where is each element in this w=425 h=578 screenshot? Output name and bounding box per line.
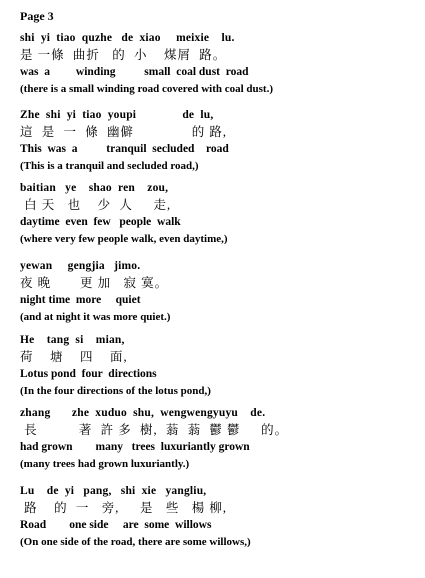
pinyin-line: Lu de yi pang, shi xie yangliu, [20, 485, 207, 497]
gloss-line: was a winding small coal dust road [20, 66, 249, 78]
pinyin-line: He tang si mian, [20, 334, 125, 346]
stanza-6 [20, 405, 420, 473]
gloss-line: Road one side are some willows [20, 519, 212, 531]
hanzi-line: 這 是 一 條 幽僻 的 路, [20, 125, 228, 139]
translation-line: (there is a small winding road covered with coal dust.) [20, 83, 274, 95]
pinyin-line: zhang zhe xuduo shu, wengwengyuyu de. [20, 407, 266, 419]
stanza-5 [20, 332, 420, 400]
gloss-line: had grown many trees luxuriantly grown [20, 441, 250, 453]
stanza-2 [20, 107, 420, 175]
pinyin-line: Zhe shi yi tiao youpi de lu, [20, 109, 214, 121]
hanzi-line: 荷 塘 四 面, [20, 350, 128, 364]
hanzi-line: 白 天 也 少 人 走, [20, 198, 172, 212]
translation-line: (On one side of the road, there are some willows,) [20, 536, 251, 548]
hanzi-line: 長 著 許 多 樹, 蓊 蓊 鬱 鬱 的。 [20, 423, 289, 437]
pinyin-line: baitian ye shao ren zou, [20, 182, 169, 194]
gloss-line: This was a tranquil secluded road [20, 143, 229, 155]
translation-line: (many trees had grown luxuriantly.) [20, 458, 190, 470]
translation-line: (This is a tranquil and secluded road,) [20, 160, 199, 172]
gloss-line: Lotus pond four directions [20, 368, 157, 380]
pinyin-line: shi yi tiao quzhe de xiao meixie lu. [20, 32, 235, 44]
gloss-line: daytime even few people walk [20, 216, 181, 228]
stanza-4 [20, 258, 420, 326]
translation-line: (In the four directions of the lotus pond,) [20, 385, 211, 397]
gloss-line: night time more quiet [20, 294, 141, 306]
hanzi-line: 路 的 一 旁, 是 些 楊 柳, [20, 501, 228, 515]
page-number: Page 3 [20, 9, 54, 23]
translation-line: (and at night it was more quiet.) [20, 311, 171, 323]
translation-line: (where very few people walk, even daytime,) [20, 233, 228, 245]
stanza-1 [20, 30, 420, 98]
hanzi-line: 是 一條 曲折 的 小 煤屑 路。 [20, 48, 227, 62]
hanzi-line: 夜 晚 更 加 寂 寞。 [20, 276, 169, 290]
stanza-7 [20, 483, 420, 551]
stanza-3 [20, 180, 420, 248]
pinyin-line: yewan gengjia jimo. [20, 260, 141, 272]
